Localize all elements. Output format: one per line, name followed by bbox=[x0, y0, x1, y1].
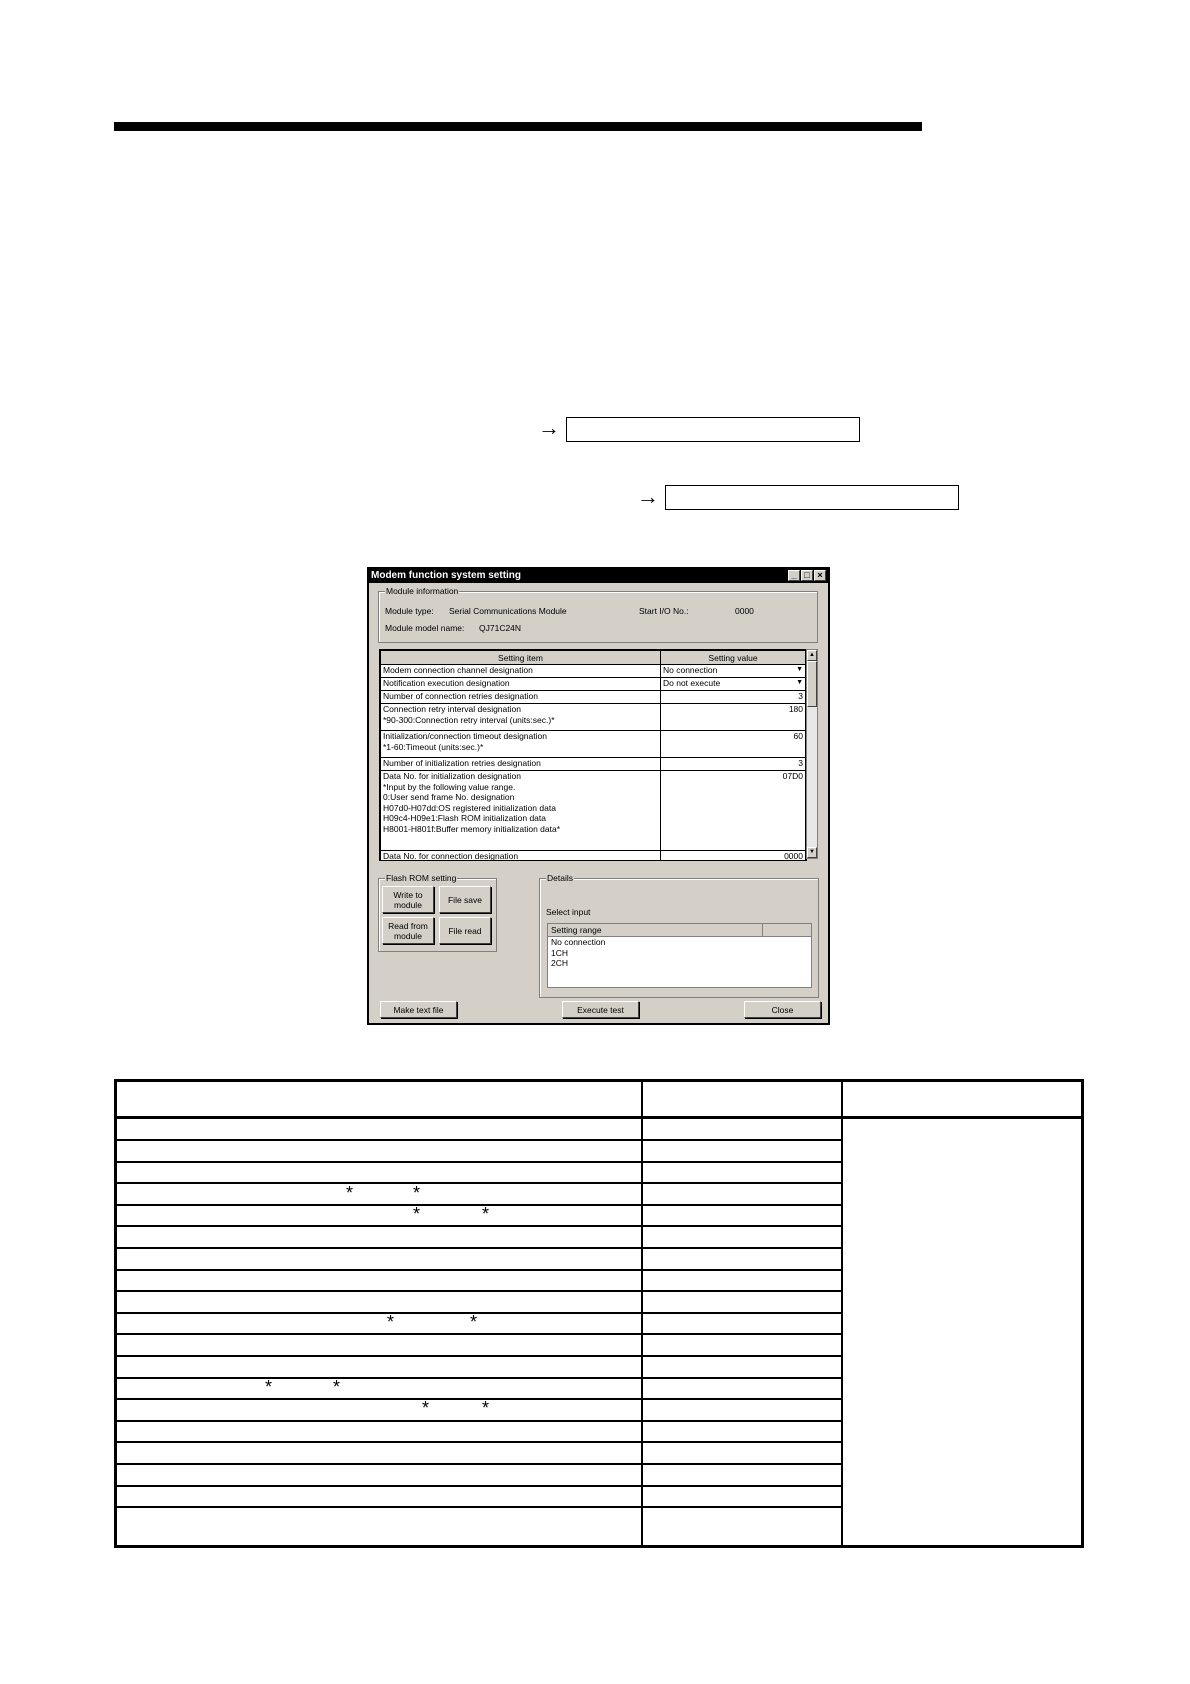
window-title: Modem function system setting bbox=[371, 570, 522, 581]
execute-test-button[interactable]: Execute test bbox=[562, 1001, 639, 1018]
grid-item: Data No. for initialization designation *Input by the following value range. 0:User send frame No. designation H07d0-H07dd:OS registered initialization data H09c4-H09e1:Flash ROM initialization data H8001-H801f:Buffer memory initialization data* bbox=[381, 771, 661, 851]
arrow-right-icon: → bbox=[538, 415, 560, 440]
close-button[interactable]: Close bbox=[744, 1001, 821, 1018]
table-row-divider bbox=[117, 1485, 843, 1487]
grid-header-item: Setting item bbox=[381, 651, 661, 665]
setting-range-list[interactable] bbox=[547, 923, 812, 988]
module-model-value: QJ71C24N bbox=[479, 623, 522, 633]
table-row-divider bbox=[117, 1161, 843, 1163]
grid-item: Modem connection channel designation bbox=[381, 665, 661, 678]
group-title: Flash ROM setting bbox=[386, 873, 457, 883]
select-input-label: Select input bbox=[546, 907, 591, 917]
menu-path-box bbox=[566, 417, 860, 442]
settings-grid bbox=[379, 649, 807, 861]
combo-value: Do not execute bbox=[663, 678, 721, 688]
module-type-label: Module type: bbox=[385, 606, 434, 616]
table-row-divider bbox=[117, 1355, 843, 1357]
list-item[interactable]: 1CH bbox=[551, 947, 569, 958]
note-star: * bbox=[482, 1398, 490, 1418]
flash-rom-group bbox=[378, 873, 497, 952]
window-titlebar bbox=[369, 569, 828, 583]
read-from-module-button[interactable]: Read from module bbox=[382, 917, 434, 944]
grid-value-input[interactable]: 60 bbox=[661, 731, 806, 758]
minimize-icon[interactable]: _ bbox=[788, 570, 800, 581]
grid-value-input[interactable]: 3 bbox=[661, 758, 806, 771]
table-row-divider bbox=[117, 1441, 843, 1443]
table-row-divider bbox=[117, 1269, 843, 1271]
settings-table bbox=[114, 1079, 1084, 1548]
table-row-divider bbox=[117, 1247, 843, 1249]
connection-channel-combo[interactable] bbox=[661, 665, 806, 678]
grid-value-input[interactable]: 3 bbox=[661, 691, 806, 704]
dropdown-arrow-icon[interactable]: ▼ bbox=[796, 666, 803, 673]
grid-item: Data No. for connection designation bbox=[381, 851, 661, 862]
table-row-divider bbox=[117, 1377, 843, 1379]
dropdown-arrow-icon[interactable]: ▼ bbox=[796, 679, 803, 686]
menu-path-box bbox=[665, 485, 959, 510]
table-row-divider bbox=[117, 1420, 843, 1422]
list-header: Setting range bbox=[548, 924, 763, 936]
start-io-label: Start I/O No.: bbox=[639, 606, 689, 616]
note-star: * bbox=[333, 1377, 341, 1397]
grid-item: Initialization/connection timeout designation *1-60:Timeout (units:sec.)* bbox=[381, 731, 661, 758]
table-row-divider bbox=[117, 1333, 843, 1335]
note-star: * bbox=[413, 1204, 421, 1224]
scroll-up-icon[interactable]: ▲ bbox=[807, 650, 817, 661]
module-type-value: Serial Communications Module bbox=[449, 606, 567, 616]
scroll-down-icon[interactable]: ▼ bbox=[807, 847, 817, 858]
table-row-divider bbox=[117, 1312, 843, 1314]
grid-item: Notification execution designation bbox=[381, 678, 661, 691]
details-group bbox=[539, 873, 819, 998]
top-rule bbox=[114, 122, 922, 131]
table-row-divider bbox=[117, 1225, 843, 1227]
note-star: * bbox=[470, 1312, 478, 1332]
grid-header-value: Setting value bbox=[661, 651, 806, 665]
table-row-divider bbox=[117, 1398, 843, 1400]
table-row-divider bbox=[117, 1182, 843, 1184]
file-read-button[interactable]: File read bbox=[439, 917, 491, 944]
table-row-divider bbox=[117, 1463, 843, 1465]
group-title: Module information bbox=[386, 586, 459, 596]
table-row-divider bbox=[117, 1139, 843, 1141]
table-column-divider bbox=[841, 1082, 843, 1545]
close-icon[interactable]: × bbox=[814, 570, 826, 581]
maximize-icon[interactable]: □ bbox=[801, 570, 813, 581]
grid-item: Number of connection retries designation bbox=[381, 691, 661, 704]
note-star: * bbox=[413, 1183, 421, 1203]
table-row-divider bbox=[117, 1290, 843, 1292]
list-item[interactable]: No connection bbox=[551, 937, 606, 947]
table-header-divider bbox=[117, 1116, 1081, 1119]
grid-value-input[interactable]: 07D0 bbox=[661, 771, 806, 851]
write-to-module-button[interactable]: Write to module bbox=[382, 886, 434, 913]
scroll-thumb[interactable] bbox=[807, 661, 817, 707]
table-column-divider bbox=[641, 1082, 643, 1545]
note-star: * bbox=[422, 1398, 430, 1418]
note-star: * bbox=[482, 1204, 490, 1224]
module-info-group bbox=[378, 586, 818, 643]
grid-value-input[interactable]: 180 bbox=[661, 704, 806, 731]
group-title: Details bbox=[547, 873, 573, 883]
note-star: * bbox=[265, 1377, 273, 1397]
start-io-value: 0000 bbox=[735, 606, 754, 616]
grid-item: Number of initialization retries designation bbox=[381, 758, 661, 771]
notification-combo[interactable] bbox=[661, 678, 806, 691]
grid-item: Connection retry interval designation *90-300:Connection retry interval (units:sec.)* bbox=[381, 704, 661, 731]
modem-function-window bbox=[367, 567, 830, 1025]
note-star: * bbox=[387, 1312, 395, 1332]
list-item[interactable]: 2CH bbox=[551, 958, 569, 968]
make-text-file-button[interactable]: Make text file bbox=[380, 1001, 457, 1018]
table-row-divider bbox=[117, 1204, 843, 1206]
table-row-divider bbox=[117, 1506, 843, 1508]
combo-value: No connection bbox=[663, 665, 718, 675]
note-star: * bbox=[346, 1183, 354, 1203]
grid-value-input[interactable]: 0000 bbox=[661, 851, 806, 862]
arrow-right-icon: → bbox=[637, 484, 659, 509]
grid-scrollbar[interactable] bbox=[806, 649, 818, 859]
module-model-label: Module model name: bbox=[385, 623, 465, 633]
list-header-extra bbox=[763, 924, 811, 936]
file-save-button[interactable]: File save bbox=[439, 886, 491, 913]
